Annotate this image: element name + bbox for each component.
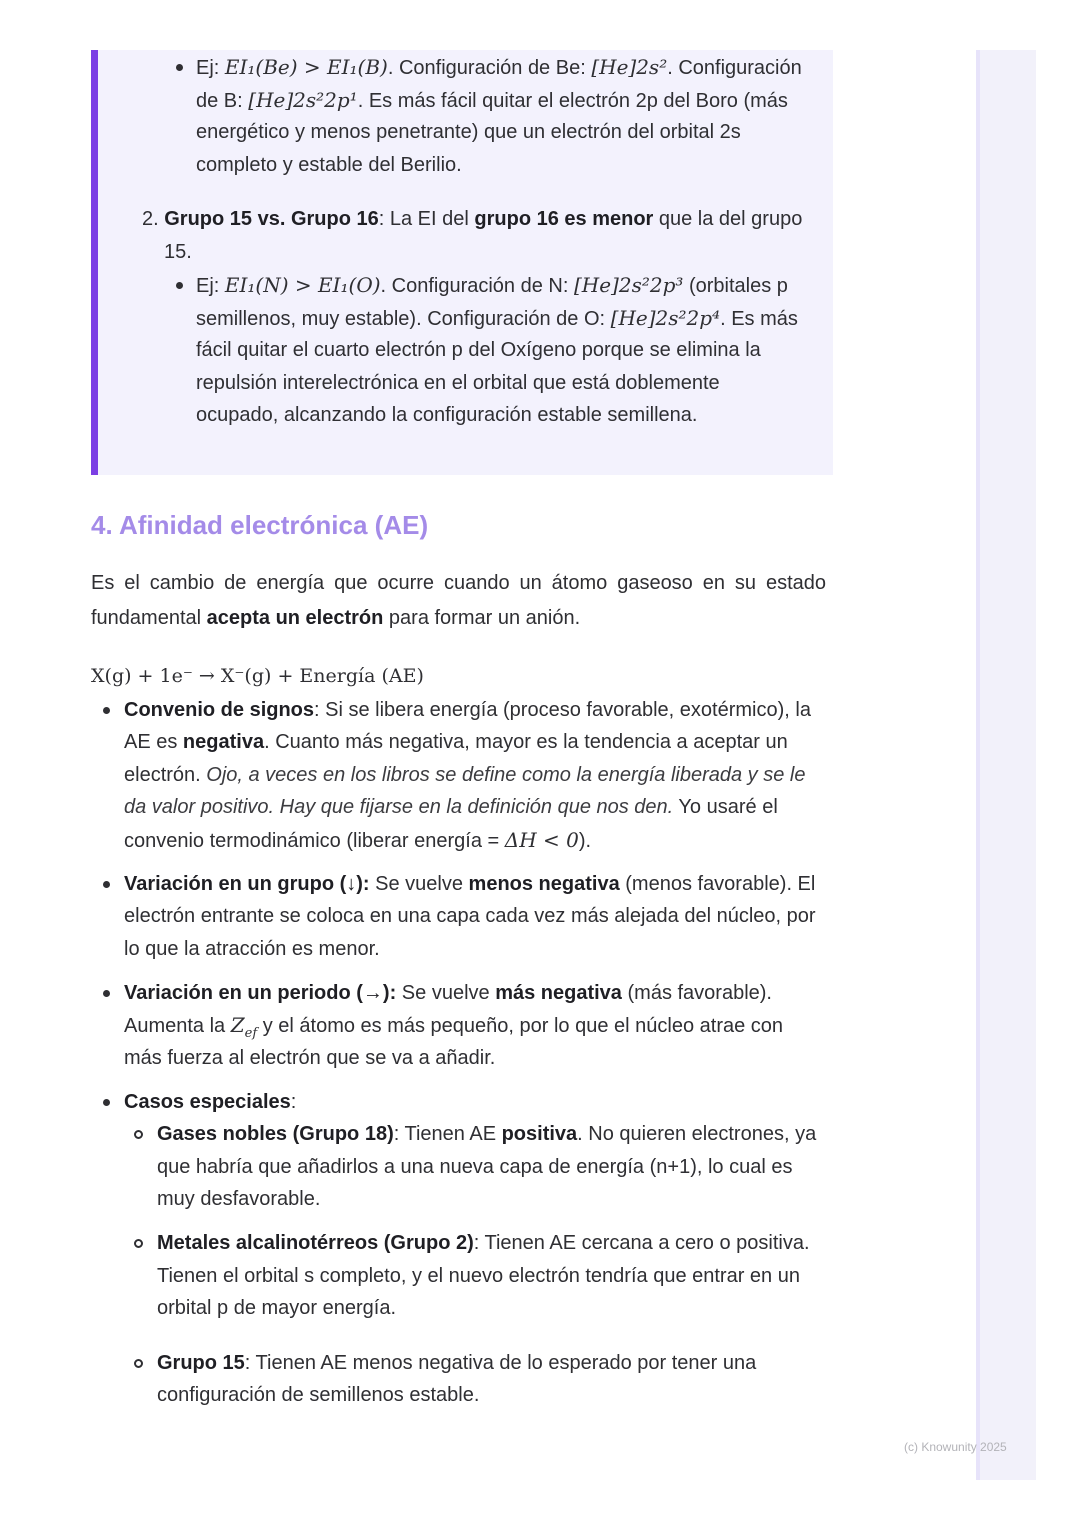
- math-config: [He]2s²: [591, 55, 668, 79]
- be-b-line-1: [196, 51, 802, 84]
- text: (más favorable).: [621, 982, 772, 1004]
- math-config: [He]2s²2p¹: [248, 88, 358, 112]
- text: Ej:: [196, 275, 225, 297]
- text: (orbitales p: [683, 275, 788, 297]
- intro-line-1: [91, 565, 826, 601]
- n-o-line-5: ocupado, alcanzando la configuración estable semillena.: [196, 404, 698, 426]
- text: . Es más fácil quitar el electrón 2p del Boro (más: [357, 90, 788, 112]
- alcalino-line-2: Tienen el orbital s completo, y el nuevo electrón tendría que entrar en un: [157, 1265, 800, 1287]
- g15-line-2: configuración de semillenos estable.: [157, 1384, 480, 1406]
- text: convenio termodinámico (liberar energía =: [124, 830, 505, 852]
- list-number: 2.: [142, 208, 159, 230]
- math-subscript: ef: [244, 1026, 258, 1041]
- bold-text: menos negativa: [468, 873, 620, 895]
- math-expression: ΔH < 0: [504, 828, 579, 852]
- text: AE es: [124, 731, 183, 753]
- bold-text: negativa: [182, 731, 265, 753]
- n-o-line-1: [196, 269, 788, 302]
- bullet-ring: [134, 1130, 143, 1139]
- text: para formar un anión.: [383, 607, 581, 629]
- be-b-line-4: completo y estable del Berilio.: [196, 154, 462, 176]
- bold-text: acepta un electrón: [206, 607, 384, 629]
- bold-text: Metales alcalinotérreos (Grupo 2): [157, 1232, 474, 1254]
- list-item-2-line-1: [142, 203, 802, 235]
- bullet-dot: [103, 707, 110, 714]
- text: : Tienen AE menos negativa de lo esperado por tener una: [244, 1352, 757, 1374]
- list-item-2-line-2: 15.: [164, 241, 192, 263]
- nobles-line-2: que habría que añadirlos a una nueva capa de energía (n+1), lo cual es: [157, 1156, 793, 1178]
- bold-text: Grupo 15 vs. Grupo 16: [164, 208, 379, 230]
- equation: X(g) + 1e⁻ → X⁻(g) + Energía (AE): [91, 665, 424, 687]
- text: Aumenta la: [124, 1015, 231, 1037]
- grupo-line-2: electrón entrante se coloca en una capa cada vez más alejada del núcleo, por: [124, 905, 816, 927]
- n-o-line-3: fácil quitar el cuarto electrón p del Oxígeno porque se elimina la: [196, 339, 761, 361]
- bold-text: Variación en un periodo (→):: [124, 982, 397, 1004]
- be-b-line-2: [196, 84, 788, 117]
- text: y el átomo es más pequeño, por lo que el núcleo atrae con: [257, 1015, 784, 1037]
- n-o-line-2: [196, 302, 798, 335]
- text: . Configuración: [667, 57, 802, 79]
- text: . Configuración de Be:: [387, 57, 592, 79]
- text: ).: [578, 830, 592, 852]
- bullet-dot: [176, 282, 183, 289]
- convenio-line-4: [124, 791, 778, 823]
- be-b-line-3: energético y menos penetrante) que un electrón del orbital 2s: [196, 121, 741, 143]
- text: . No quieren electrones, ya: [577, 1123, 817, 1145]
- text: Ej:: [196, 57, 225, 79]
- italic-text: Ojo, a veces en los libros se define como la energía liberada y se le: [206, 764, 806, 786]
- grupo-line-1: [124, 868, 815, 900]
- italic-text: da valor positivo. Hay que fijarse en la definición que nos den.: [124, 796, 674, 818]
- periodo-line-3: más fuerza al electrón que se va a añadir.: [124, 1047, 496, 1069]
- periodo-line-1: [124, 977, 772, 1009]
- text: : Tienen AE cercana a cero o positiva.: [473, 1232, 810, 1254]
- text: Se vuelve: [369, 873, 469, 895]
- text: : Tienen AE: [393, 1123, 502, 1145]
- text: (menos favorable). El: [619, 873, 816, 895]
- alcalino-line-3: orbital p de mayor energía.: [157, 1297, 397, 1319]
- bold-text: más negativa: [495, 982, 622, 1004]
- grupo-line-3: lo que la atracción es menor.: [124, 938, 380, 960]
- text: electrón.: [124, 764, 207, 786]
- text: . Cuanto más negativa, mayor es la tendencia a aceptar un: [264, 731, 788, 753]
- text: que la del grupo: [653, 208, 803, 230]
- convenio-line-5: [124, 824, 591, 857]
- text: semillenos, muy estable). Configuración de O:: [196, 308, 611, 330]
- bold-text: Gases nobles (Grupo 18): [157, 1123, 394, 1145]
- right-margin-panel: [976, 50, 1036, 1480]
- bullet-dot: [103, 881, 110, 888]
- math-config: [He]2s²2p⁴: [610, 306, 721, 330]
- text: Se vuelve: [396, 982, 496, 1004]
- bold-text: Convenio de signos: [124, 699, 315, 721]
- n-o-line-4: repulsión interelectrónica en el orbital que está doblemente: [196, 372, 720, 394]
- text: . Configuración de N:: [380, 275, 574, 297]
- text: : Si se libera energía (proceso favorable, exotérmico), la: [314, 699, 811, 721]
- bullet-dot: [103, 1099, 110, 1106]
- text: :: [290, 1091, 297, 1113]
- section-heading: 4. Afinidad electrónica (AE): [91, 510, 429, 540]
- bold-text: Variación en un grupo (↓):: [124, 873, 370, 895]
- g15-line-1: [157, 1347, 756, 1379]
- bullet-ring: [134, 1359, 143, 1368]
- bold-text: positiva: [501, 1123, 578, 1145]
- text: : La EI del: [378, 208, 475, 230]
- math-expression: EI₁(N) > EI₁(O): [224, 273, 381, 297]
- text: . Es más: [720, 308, 798, 330]
- bold-text: Grupo 15: [157, 1352, 245, 1374]
- convenio-line-3: [124, 759, 805, 791]
- text: Es el cambio de energía que ocurre cuando un átomo gaseoso en su estado: [91, 572, 826, 594]
- bold-text: grupo 16 es menor: [474, 208, 654, 230]
- bold-text: Casos especiales: [124, 1091, 291, 1113]
- casos-line: [124, 1086, 296, 1118]
- nobles-line-1: [157, 1118, 816, 1150]
- convenio-line-2: [124, 726, 788, 758]
- math-symbol: Z: [230, 1013, 245, 1037]
- math-expression: EI₁(Be) > EI₁(B): [224, 55, 388, 79]
- copyright-footer: (c) Knowunity 2025: [904, 1440, 1007, 1454]
- text: Yo usaré el: [673, 796, 778, 818]
- text: de B:: [196, 90, 249, 112]
- intro-line-2: [91, 602, 580, 634]
- bullet-dot: [103, 990, 110, 997]
- bullet-dot: [176, 64, 183, 71]
- text: fundamental: [91, 607, 207, 629]
- alcalino-line-1: [157, 1227, 810, 1259]
- nobles-line-3: muy desfavorable.: [157, 1188, 321, 1210]
- bullet-ring: [134, 1239, 143, 1248]
- math-config: [He]2s²2p³: [573, 273, 684, 297]
- convenio-line-1: [124, 694, 811, 726]
